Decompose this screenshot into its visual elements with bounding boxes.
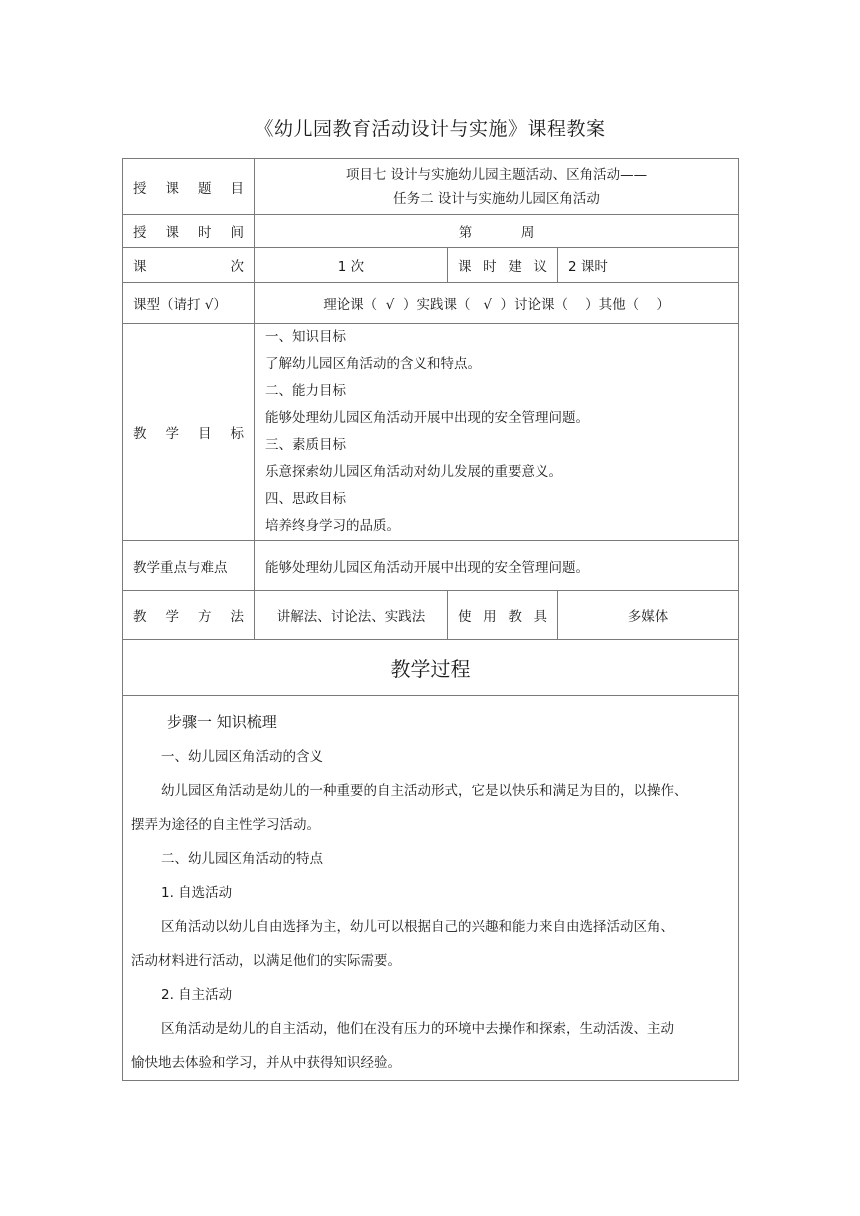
key-points-row: [123, 541, 739, 591]
step-title: 步骤一 知识梳理: [167, 713, 277, 731]
tools-label: 使 用 教 具: [448, 591, 558, 640]
goals-label: 教 学 目 标: [123, 324, 255, 541]
time-row: [123, 215, 739, 248]
page-title: 《幼儿园教育活动设计与实施》课程教案: [254, 118, 606, 140]
process-heading-row: [123, 640, 739, 696]
goal-line: 二、能力目标: [265, 383, 346, 399]
goal-line: 三、素质目标: [265, 437, 346, 453]
paragraph-line: 幼儿园区角活动是幼儿的一种重要的自主活动形式，它是以快乐和满足为目的，以操作、: [161, 783, 688, 799]
paragraph-line: 区角活动是幼儿的自主活动，他们在没有压力的环境中去操作和探索，生动活泼、主动: [161, 1021, 674, 1037]
type-value: 理论课（ √ ）实践课（ √ ）讨论课（ ）其他（ ）: [255, 283, 739, 324]
time-value: 第 周: [255, 215, 739, 248]
tools-value: 多媒体: [558, 591, 739, 640]
topic-value: 项目七 设计与实施幼儿园主题活动、区角活动—— 任务二 设计与实施幼儿园区角活动: [255, 159, 739, 215]
session-label: 课 次: [123, 248, 255, 283]
lesson-plan-table: [122, 158, 739, 1081]
section-heading: 二、幼儿园区角活动的特点: [161, 851, 323, 867]
goal-line: 能够处理幼儿园区角活动开展中出现的安全管理问题。: [265, 410, 589, 426]
process-body: [123, 696, 739, 1081]
hours-value: 2 课时: [558, 248, 739, 283]
paragraph-line: 愉快地去体验和学习，并从中获得知识经验。: [131, 1055, 401, 1071]
process-body-row: [123, 696, 739, 1081]
hours-label: 课 时 建 议: [448, 248, 558, 283]
type-label: 课型（请打 √）: [123, 283, 255, 324]
methods-label: 教 学 方 法: [123, 591, 255, 640]
topic-label: 授 课 题 目: [123, 159, 255, 215]
paragraph-line: 区角活动以幼儿自由选择为主，幼儿可以根据自己的兴趣和能力来自由选择活动区角、: [161, 919, 674, 935]
item-heading: 1. 自选活动: [161, 885, 233, 901]
section-heading: 一、幼儿园区角活动的含义: [161, 749, 323, 765]
type-row: [123, 283, 739, 324]
key-points-value: 能够处理幼儿园区角活动开展中出现的安全管理问题。: [255, 541, 739, 591]
paragraph-line: 活动材料进行活动，以满足他们的实际需要。: [131, 953, 401, 969]
goal-line: 一、知识目标: [265, 329, 346, 345]
goal-line: 乐意探索幼儿园区角活动对幼儿发展的重要意义。: [265, 464, 562, 480]
process-heading: 教学过程: [123, 640, 739, 696]
paragraph-line: 摆弄为途径的自主性学习活动。: [131, 817, 320, 833]
methods-value: 讲解法、讨论法、实践法: [255, 591, 448, 640]
goal-line: 培养终身学习的品质。: [265, 518, 400, 534]
goals-row: [123, 324, 739, 541]
item-heading: 2. 自主活动: [161, 987, 233, 1003]
session-value: 1 次: [255, 248, 448, 283]
methods-row: [123, 591, 739, 640]
time-label: 授 课 时 间: [123, 215, 255, 248]
goals-value: [255, 324, 739, 541]
session-row: [123, 248, 739, 283]
goal-line: 四、思政目标: [265, 491, 346, 507]
topic-row: [123, 159, 739, 215]
goal-line: 了解幼儿园区角活动的含义和特点。: [265, 356, 481, 372]
key-points-label: 教学重点与难点: [123, 541, 255, 591]
